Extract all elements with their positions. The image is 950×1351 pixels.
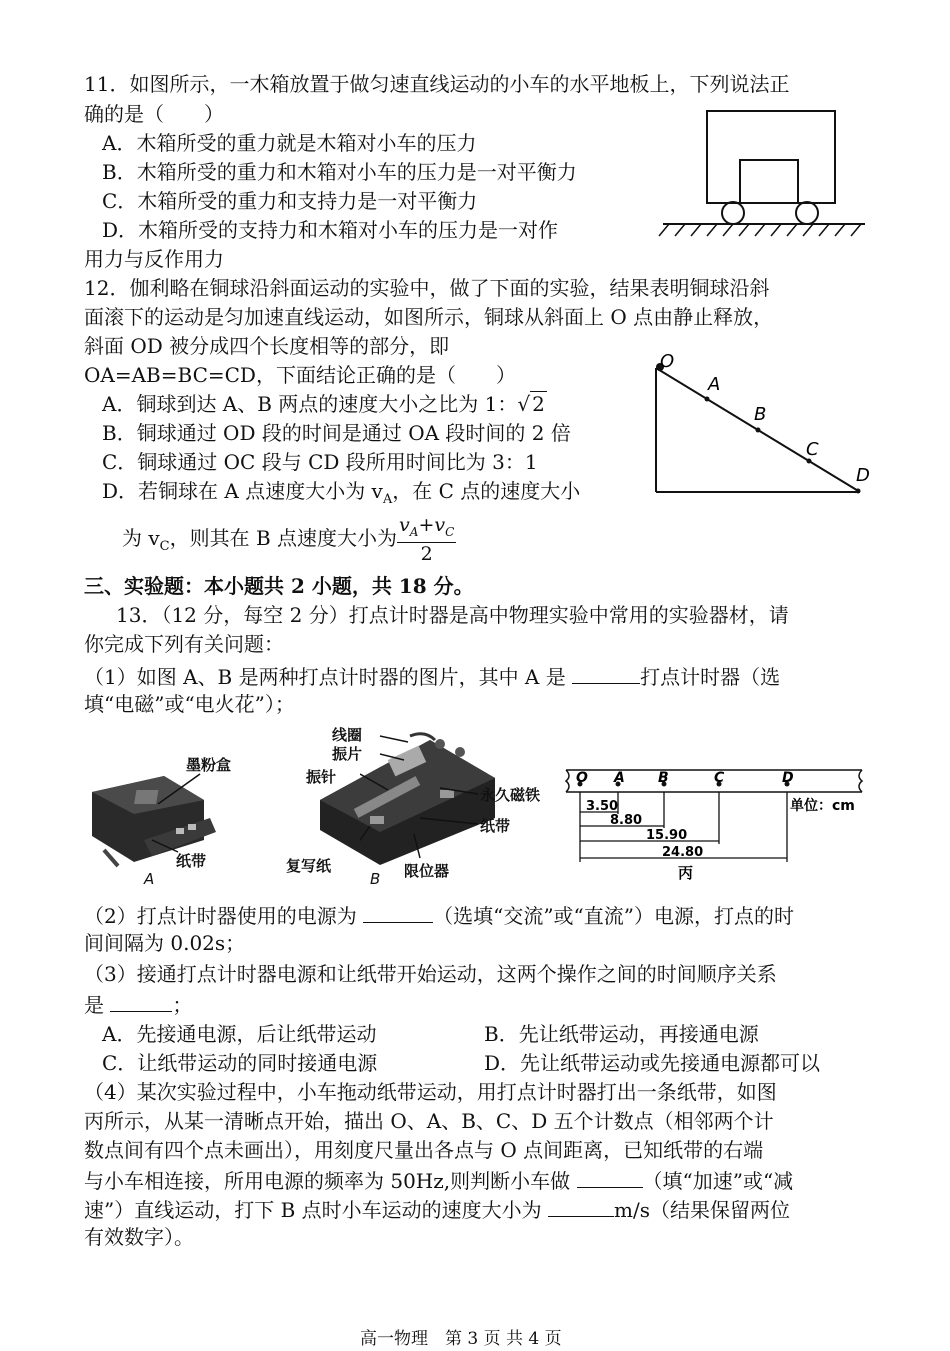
q12-option-d-sub-a: A — [382, 492, 393, 507]
q13-p4-line1: （4）某次实验过程中，小车拖动纸带运动，用打点计时器打出一条纸带，如图 — [84, 1080, 777, 1104]
label-carbon-paper: 复写纸 — [286, 857, 332, 875]
label-vibrating-plate: 振片 — [332, 745, 363, 763]
label-vibrating-needle: 振针 — [306, 768, 337, 786]
q13-p4-line4 — [84, 1167, 793, 1193]
q12-option-d-text: D．若铜球在 A 点速度大小为 v — [102, 479, 383, 503]
point-c: C — [714, 770, 725, 786]
distance-od: 24.80 — [662, 845, 704, 860]
label-toner-box: 墨粉盒 — [186, 756, 232, 774]
velocity-fraction — [397, 514, 456, 566]
q12-option-c: C．铜球通过 OC 段与 CD 段所用时间比为 3：1 — [102, 450, 538, 474]
q11-option-d: D．木箱所受的支持力和木箱对小车的压力是一对作 — [102, 218, 559, 242]
q13-p4-line2: 丙所示，从某一清晰点开始，描出 O、A、B、C、D 五个计数点（相邻两个计 — [84, 1109, 774, 1133]
q11-option-c: C．木箱所受的重力和支持力是一对平衡力 — [102, 189, 478, 213]
sqrt-symbol: √ 2 — [517, 392, 545, 416]
q12-option-d-sub-c: C — [159, 539, 170, 554]
distance-ob: 8.80 — [610, 813, 643, 828]
distance-oc: 15.90 — [646, 828, 688, 843]
label-tape-a: 纸带 — [176, 852, 207, 870]
point-a: A — [614, 770, 625, 786]
q12-option-d-cont — [122, 512, 456, 573]
q11-option-b: B．木箱所受的重力和木箱对小车的压力是一对平衡力 — [102, 160, 577, 184]
caption-b: B — [370, 870, 381, 888]
answer-blank-3[interactable] — [110, 991, 172, 1012]
answer-blank-1[interactable] — [572, 663, 640, 684]
point-d: D — [782, 770, 794, 786]
q13-stem-line1: 13．（12 分，每空 2 分）打点计时器是高中物理实验中常用的实验器材，请 — [116, 603, 789, 627]
q12-option-d — [102, 479, 580, 512]
point-b: B — [658, 770, 669, 786]
point-o: O — [576, 770, 588, 786]
fraction-denominator: 2 — [420, 543, 433, 566]
q12-option-d-end: ，则其在 B 点速度大小为 — [169, 526, 398, 550]
q13-p3-line2 — [84, 991, 192, 1017]
q12-option-a — [102, 392, 547, 416]
q13-p2-line2: 间间隔为 0.02s； — [84, 931, 246, 955]
q13-p3-option-d: D．先让纸带运动或先接通电源都可以 — [484, 1051, 821, 1075]
label-d: D — [856, 465, 870, 486]
q12-stem-line4: OA=AB=BC=CD，下面结论正确的是（ ） — [84, 363, 516, 387]
page-footer: 高一物理 第 3 页 共 4 页 — [360, 1329, 562, 1349]
q13-p4-text-d: m/s（结果保留两位 — [614, 1198, 790, 1222]
q13-p4-text-c: 速”）直线运动，打下 B 点时小车运动的速度大小为 — [84, 1198, 548, 1222]
answer-blank-5[interactable] — [548, 1196, 614, 1217]
q13-p1-text-a: （1）如图 A、B 是两种打点计时器的图片，其中 A 是 — [84, 665, 573, 689]
tape-diagram — [562, 764, 868, 889]
q13-p4-text-a: 与小车相连接，所用电源的频率为 50Hz,则判断小车做 — [84, 1169, 577, 1193]
q12-option-b: B．铜球通过 OD 段的时间是通过 OA 段时间的 2 倍 — [102, 421, 571, 445]
q13-p1-text-b: 打点计时器（选 — [640, 665, 781, 689]
q12-option-d-mid: ，在 C 点的速度大小 — [392, 479, 581, 503]
q13-p1-line2: 填“电磁”或“电火花”）； — [84, 692, 295, 716]
q12-stem-line2: 面滚下的运动是匀加速直线运动，如图所示，铜球从斜面上 O 点由静止释放， — [84, 305, 774, 329]
q13-p1-line1 — [84, 663, 780, 689]
q12-stem-line1: 12．伽利略在铜球沿斜面运动的实验中，做了下面的实验，结果表明铜球沿斜 — [84, 276, 770, 300]
unit-label: 单位：cm — [790, 798, 855, 814]
toner-leader-line — [150, 770, 210, 810]
answer-blank-2[interactable] — [363, 902, 433, 923]
label-o: O — [660, 351, 675, 372]
label-c: C — [806, 439, 819, 460]
q11-option-a: A．木箱所受的重力就是木箱对小车的压力 — [102, 131, 477, 155]
q13-p2-text-b: （选填“交流”或“直流”）电源，打点的时 — [433, 904, 794, 928]
answer-blank-4[interactable] — [577, 1167, 643, 1188]
fig-b-leader-lines — [360, 730, 560, 870]
q13-p4-line6: 有效数字）。 — [84, 1225, 194, 1249]
q13-p3-text-a: 是 — [84, 993, 111, 1017]
q13-p2-text-a: （2）打点计时器使用的电源为 — [84, 904, 364, 928]
caption-c: 丙 — [678, 864, 694, 882]
q13-stem-line2: 你完成下列有关问题： — [84, 632, 284, 656]
label-b: B — [754, 404, 767, 425]
section3-title: 三、实验题：本小题共 2 小题，共 18 分。 — [84, 574, 474, 598]
q12-stem-line3: 斜面 OD 被分成四个长度相等的部分，即 — [84, 334, 450, 358]
label-coil: 线圈 — [332, 726, 363, 744]
q11-stem-line1: 11．如图所示，一木箱放置于做匀速直线运动的小车的水平地板上，下列说法正 — [84, 72, 790, 96]
q12-option-a-text: A．铜球到达 A、B 两点的速度大小之比为 1： — [102, 392, 518, 416]
q13-p3-option-a: A．先接通电源，后让纸带运动 — [102, 1022, 377, 1046]
q11-option-d-cont: 用力与反作用力 — [84, 247, 224, 271]
q12-option-d-cont-text: 为 v — [122, 526, 160, 550]
q11-stem-line2: 确的是（ ） — [84, 102, 224, 126]
distance-oa: 3.50 — [586, 799, 619, 814]
fraction-numerator: $v_A+v_C$ — [397, 514, 456, 544]
q11-cart-diagram — [655, 105, 870, 240]
q12-incline-diagram — [648, 350, 878, 498]
q13-p4-text-b: （填“加速”或“减 — [642, 1169, 794, 1193]
label-a: A — [708, 374, 721, 395]
q13-p3-option-b: B．先让纸带运动，再接通电源 — [484, 1022, 759, 1046]
sqrt-radicand: 2 — [532, 392, 545, 416]
label-limiter: 限位器 — [404, 862, 450, 880]
q13-p3-text-b: ； — [172, 993, 193, 1017]
caption-a: A — [144, 870, 155, 888]
label-permanent-magnet: 永久磁铁 — [480, 786, 541, 804]
tape-a-leader-line — [150, 838, 190, 858]
q13-p4-line3: 数点间有四个点未画出），用刻度尺量出各点与 O 点间距离，已知纸带的右端 — [84, 1138, 764, 1162]
label-tape-b: 纸带 — [480, 817, 511, 835]
q13-p4-line5 — [84, 1196, 790, 1222]
q13-p3-line1: （3）接通打点计时器电源和让纸带开始运动，这两个操作之间的时间顺序关系 — [84, 962, 777, 986]
q13-p3-option-c: C．让纸带运动的同时接通电源 — [102, 1051, 378, 1075]
q13-p2-line1 — [84, 902, 794, 928]
